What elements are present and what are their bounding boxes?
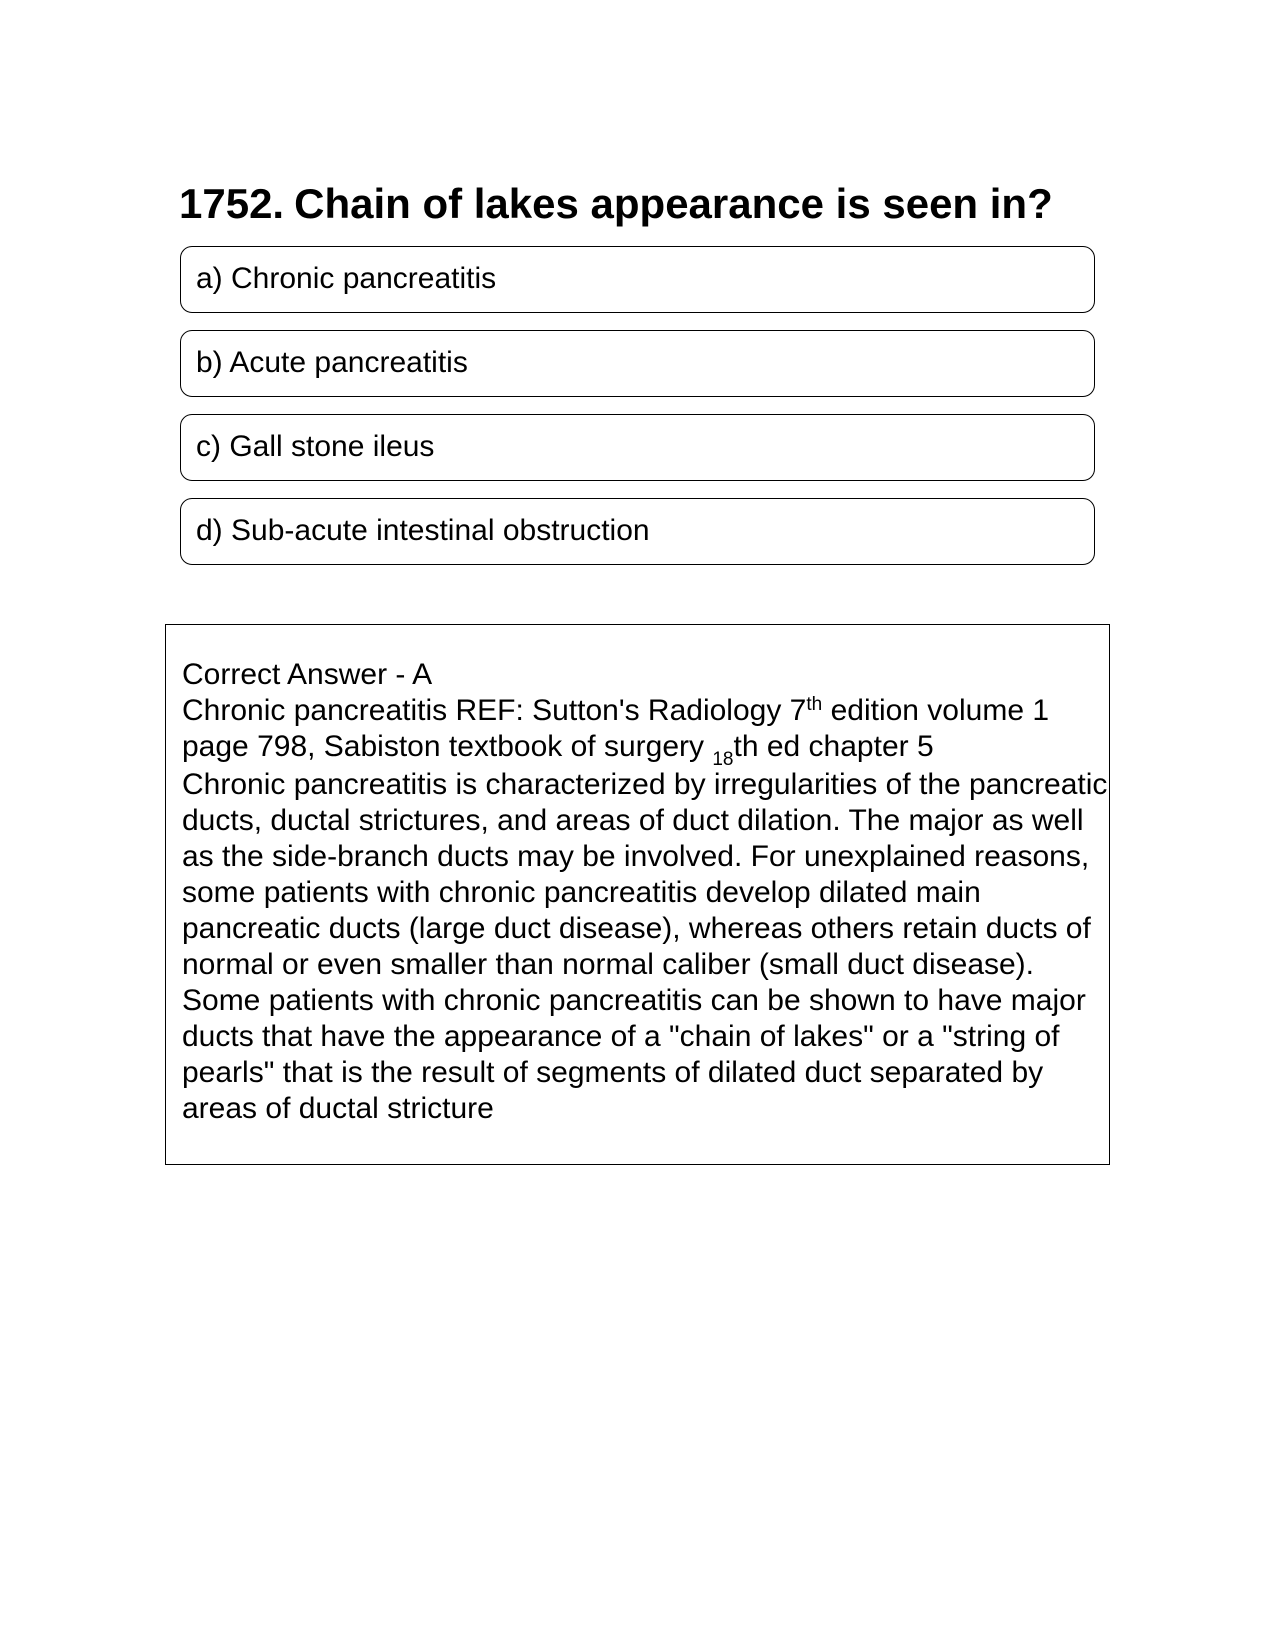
reference-part2: edition volume 1 page 798, Sabiston textbook of surgery bbox=[182, 694, 1050, 763]
answer-explanation-box bbox=[165, 624, 1110, 1165]
option-b[interactable]: b) Acute pancreatitis bbox=[180, 330, 1095, 397]
reference-superscript: th bbox=[806, 694, 823, 715]
reference-subscript: 18 bbox=[712, 749, 734, 770]
question-number: 1752. bbox=[179, 180, 285, 227]
option-a[interactable]: a) Chronic pancreatitis bbox=[180, 246, 1095, 313]
option-c[interactable]: c) Gall stone ileus bbox=[180, 414, 1095, 481]
option-d[interactable]: d) Sub-acute intestinal obstruction bbox=[180, 498, 1095, 565]
reference-part1: Chronic pancreatitis REF: Sutton's Radiology 7 bbox=[182, 694, 807, 727]
question-title bbox=[179, 176, 1053, 232]
explanation-text: Chronic pancreatitis is characterized by irregularities of the pancreatic ducts, ductal strictures, and areas of duct dilation. The major as well as the side-branch ducts may be involved. For unexplained reasons, some patients with chronic pancreatitis develop dilated main pancreatic ducts (large duct disease), whereas others retain ducts of normal or even smaller than normal caliber (small duct disease). Some patients with chronic pancreatitis can be shown to have major ducts that have the appearance of a "chain of lakes" or a "string of pearls" that is the result of segments of dilated duct separated by areas of ductal stricture bbox=[182, 768, 1108, 1125]
question-text: Chain of lakes appearance is seen in? bbox=[294, 180, 1053, 227]
reference-part3: th ed chapter 5 bbox=[733, 730, 934, 763]
reference-line bbox=[182, 693, 1109, 770]
correct-answer-line: Correct Answer - A bbox=[182, 658, 433, 691]
